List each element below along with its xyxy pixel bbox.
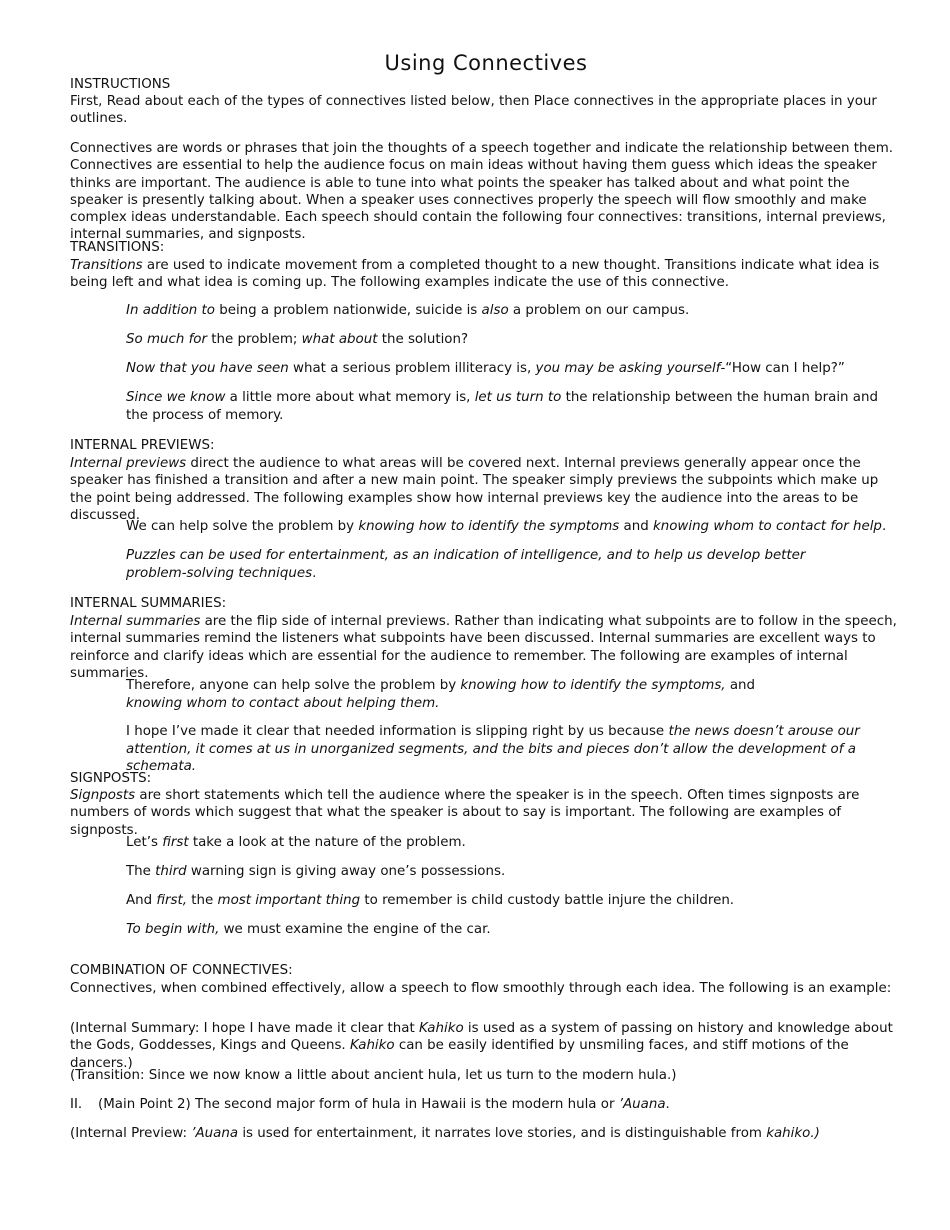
combination-internal-preview: (Internal Preview: ’Auana is used for entertainment, it narrates love stories, and is distinguishable from kahiko.) bbox=[70, 1126, 820, 1141]
transition-example-1: In addition to being a problem nationwide, suicide is also a problem on our campus. bbox=[126, 303, 690, 318]
signpost-example-2: The third warning sign is giving away one’s possessions. bbox=[126, 864, 506, 879]
signpost-example-1: Let’s first take a look at the nature of the problem. bbox=[126, 835, 466, 850]
summary-example-1: Therefore, anyone can help solve the problem by knowing how to identify the symptoms, and knowing whom to contact about helping them. bbox=[126, 678, 756, 711]
previews-heading: INTERNAL PREVIEWS: bbox=[70, 438, 215, 453]
transitions-description: Transitions are used to indicate movement from a completed thought to a new thought. Transitions indicate what idea is being left and what idea is coming up. The following examples indicate the use of this connective. bbox=[70, 258, 880, 291]
intro-paragraph: Connectives are words or phrases that join the thoughts of a speech together and indicate the relationship between them. Connectives are essential to help the audience focus on main ideas without having them guess which ideas the speaker thinks are important. The audience is able to tune into what points the speaker has talked about and what point the speaker is presently talking about. When a speaker uses connectives properly the speech will flow smoothly and make complex ideas understandable. Each speech should contain the following four connectives: transitions, internal previews, internal summaries, and signposts. bbox=[70, 141, 894, 243]
transition-example-3: Now that you have seen what a serious problem illiteracy is, you may be asking yourself-“How can I help?” bbox=[126, 361, 845, 376]
previews-term: Internal previews bbox=[70, 456, 187, 471]
preview-example-2: Puzzles can be used for entertainment, as an indication of intelligence, and to help us develop better problem-solving techniques. bbox=[126, 548, 806, 581]
main-point-number: II. bbox=[70, 1097, 83, 1112]
summaries-term: Internal summaries bbox=[70, 614, 201, 629]
combination-internal-summary: (Internal Summary: I hope I have made it clear that Kahiko is used as a system of passing on history and knowledge about the Gods, Goddesses, Kings and Queens. Kahiko can be easily identified by unsmiling faces, and stiff motions of the dancers.) bbox=[70, 1021, 893, 1071]
transition-example-2: So much for the problem; what about the solution? bbox=[126, 332, 469, 347]
signposts-description: Signposts are short statements which tell the audience where the speaker is in the speech. Often times signposts are numbers of words which suggest that what the speaker is about to say is important. The following are examples of signposts. bbox=[70, 788, 860, 838]
summaries-heading: INTERNAL SUMMARIES: bbox=[70, 596, 227, 611]
combination-heading: COMBINATION OF CONNECTIVES: bbox=[70, 963, 293, 978]
combination-text: Connectives, when combined effectively, allow a speech to flow smoothly through each idea. The following is an example: bbox=[70, 981, 892, 996]
page-title: Using Connectives bbox=[384, 51, 588, 75]
signpost-example-4: To begin with, we must examine the engine of the car. bbox=[126, 922, 491, 937]
summary-example-2: I hope I’ve made it clear that needed information is slipping right by us because the news doesn’t arouse our attention, it comes at us in unorganized segments, and the bits and pieces don’t allow the development of a schemata. bbox=[126, 724, 860, 774]
combination-transition: (Transition: Since we now know a little about ancient hula, let us turn to the modern hula.) bbox=[70, 1068, 677, 1083]
previews-description: Internal previews direct the audience to what areas will be covered next. Internal previews generally appear once the speaker has finished a transition and after a new main point. The speaker simply previews the subpoints which make up the point being addressed. The following examples show how internal previews key the audience into the areas to be discussed. bbox=[70, 456, 879, 523]
summaries-description: Internal summaries are the flip side of internal previews. Rather than indicating what subpoints are to follow in the speech, internal summaries remind the listeners what subpoints have been discussed. Internal summaries are excellent ways to reinforce and clarify ideas which are essential for the audience to remember. The following are examples of internal summaries. bbox=[70, 614, 897, 681]
preview-example-1: We can help solve the problem by knowing how to identify the symptoms and knowing whom to contact for help. bbox=[126, 519, 887, 534]
instructions-heading: INSTRUCTIONS bbox=[70, 77, 171, 92]
transition-example-4: Since we know a little more about what memory is, let us turn to the relationship between the human brain and the process of memory. bbox=[126, 390, 878, 423]
transitions-term: Transitions bbox=[70, 258, 143, 273]
instructions-text: First, Read about each of the types of connectives listed below, then Place connectives in the appropriate places in your outlines. bbox=[70, 94, 877, 127]
signpost-example-3: And first, the most important thing to remember is child custody battle injure the children. bbox=[126, 893, 735, 908]
signposts-heading: SIGNPOSTS: bbox=[70, 771, 152, 786]
transitions-heading: TRANSITIONS: bbox=[70, 240, 165, 255]
combination-main-point: II. (Main Point 2) The second major form of hula in Hawaii is the modern hula or ’Auana. bbox=[70, 1097, 670, 1112]
signposts-term: Signposts bbox=[70, 788, 136, 803]
